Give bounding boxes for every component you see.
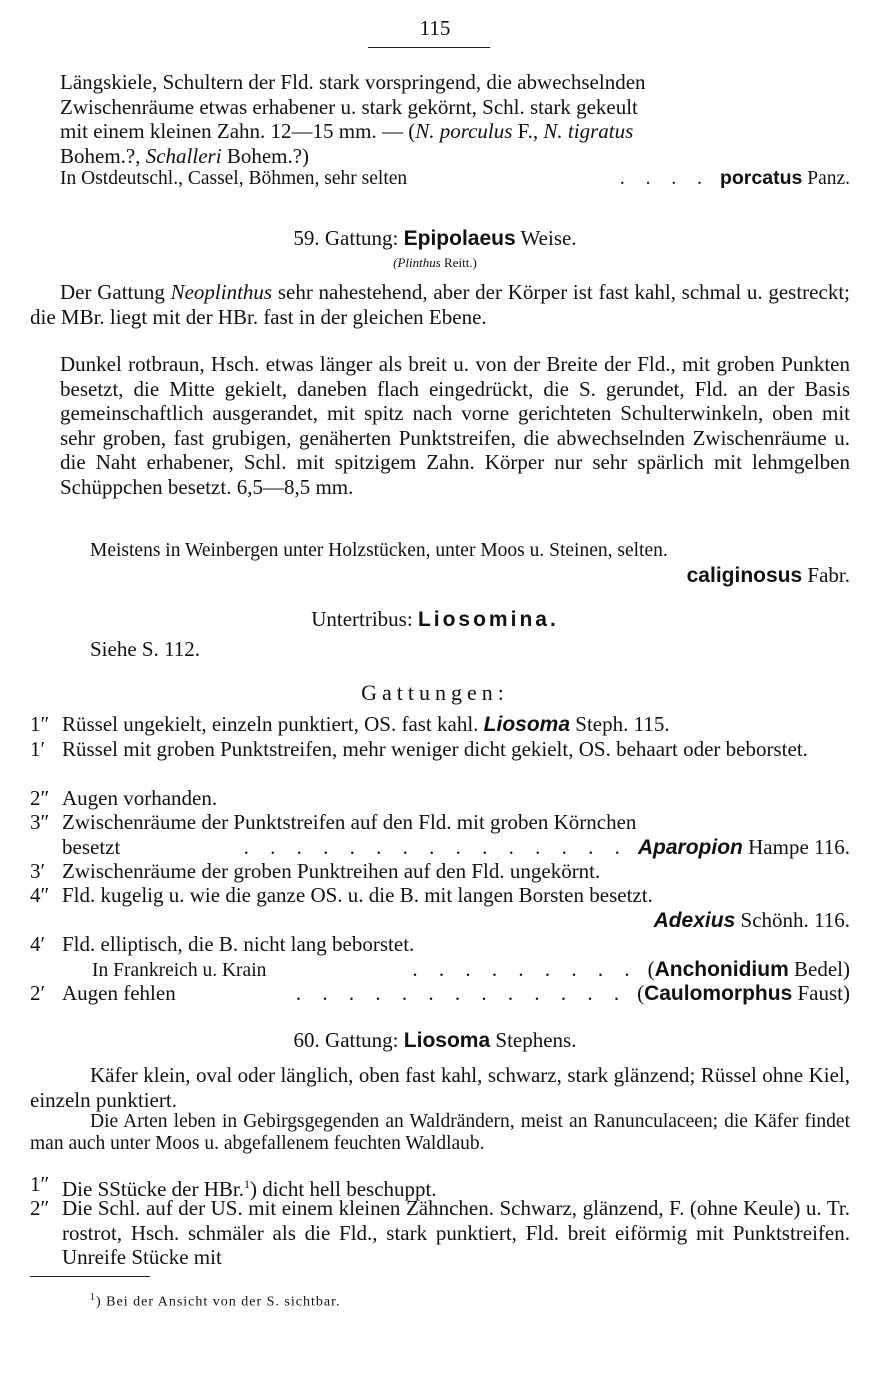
key-entry-1a: 1″ Rüssel ungekielt, einzeln punktiert, OS. fast kahl. Liosoma Steph. 115.	[30, 712, 670, 736]
header-rule	[368, 47, 490, 48]
genus-59-heading: 59. Gattung: Epipolaeus Weise.	[293, 226, 577, 250]
intro-line-3: mit einem kleinen Zahn. 12—15 mm. — (N. porculus F., N. tigratus	[60, 119, 634, 144]
intro-line-1: Längskiele, Schultern der Fld. stark vorspringend, die abwechselnden	[60, 70, 646, 94]
genus-60-key-2: 2″ Die Schl. auf der US. mit einem kleinen Zähnchen. Schwarz, glänzend, F. (ohne Keule) u. Tr. rostrot, Hsch. schmäler als die Fld., stark punktiert, Fld. breit eiförmig mit Punktstreifen. Unreife Stücke mit	[30, 1196, 850, 1270]
genus-60-heading: 60. Gattung: Liosoma Stephens.	[293, 1028, 577, 1052]
key-entry-4b: 4′ Fld. elliptisch, die B. nicht lang beborstet. In Frankreich u. Krain . . . . . . . . . (Anchonidium Bedel)	[30, 932, 850, 981]
genus-aparopion: Aparopion	[637, 835, 743, 859]
genus-name-liosoma: Liosoma	[403, 1029, 491, 1052]
caliginosus-description: Dunkel rotbraun, Hsch. etwas länger als breit u. von der Breite der Fld., mit groben Punkten besetzt, die Mitte gekielt, daneben flach eingedrückt, die S. gerundet, Fld. an der Basis gemeinschaftlich ausgerandet, mit spitz nach vorne gerichteten Schulterwinkeln, oben mit sehr groben, fast grubigen, genäherten Punktstreifen, die abwechselnden Zwischenräume u. die Naht erhabener, Schl. mit spitzigem Zahn. Körper nur sehr spärlich mit lehmgelben Schüppchen besetzt. 6,5—8,5 mm.	[60, 352, 850, 499]
genus-caulomorphus: Caulomorphus	[644, 982, 793, 1005]
synonym-porculus: N. porculus	[415, 119, 513, 144]
synonym-tigratus: N. tigratus	[543, 119, 634, 144]
genus-ref-neoplinthus: Neoplinthus	[170, 280, 273, 304]
subtribe-heading: Untertribus: Liosomina.	[311, 607, 559, 631]
key-entry-1b: 1′ Rüssel mit groben Punktstreifen, mehr weniger dicht gekielt, OS. behaart oder beborstet.	[30, 737, 808, 761]
species-caliginosus: caliginosus	[686, 564, 803, 587]
footnote: $^1$) Bei der Ansicht von der S. sichtbar.	[90, 1292, 341, 1310]
genus-60-habitat: Die Arten leben in Gebirgsgegenden an Waldrändern, meist an Ranunculaceen; die Käfer findet man auch unter Moos u. abgefallenem feuchten Waldlaub.	[30, 1111, 850, 1154]
genus-liosoma: Liosoma	[483, 713, 571, 736]
intro-paragraph	[60, 70, 850, 189]
species-porcatus: porcatus	[719, 167, 803, 190]
genus-name-epipolaeus: Epipolaeus	[403, 227, 516, 250]
synonym-schalleri: Schalleri	[145, 143, 222, 168]
caliginosus-habitat: Meistens in Weinbergen unter Holzstücken, unter Moos u. Steinen, selten.	[90, 540, 668, 561]
key-entry-3a: 3″ Zwischenräume der Punktstreifen auf den Fld. mit groben Körnchen besetzt . . . . . . . . . . . . . . . Aparopion Hampe 116.	[30, 810, 850, 859]
caliginosus-name-line: caliginosus Fabr.	[686, 563, 850, 587]
genus-60-description: Käfer klein, oval oder länglich, oben fast kahl, schwarz, stark glänzend; Rüssel ohne Kiel, einzeln punktiert.	[30, 1063, 850, 1112]
intro-line-2: Zwischenräume etwas erhabener u. stark gekörnt, Schl. stark gekeult	[60, 94, 638, 119]
page-number: 115	[419, 16, 451, 40]
genus-anchonidium: Anchonidium	[654, 957, 789, 981]
genera-heading: Gattungen:	[361, 680, 509, 705]
key-entry-3b: 3′ Zwischenräume der groben Punktreihen auf den Fld. ungekörnt.	[30, 859, 601, 883]
intro-line-4: Bohem.?, Schalleri Bohem.?)	[60, 143, 310, 168]
genus-59-description: Der Gattung Neoplinthus sehr nahestehend, aber der Körper ist fast kahl, schmal u. gestreckt; die MBr. liegt mit der HBr. fast in der gleichen Ebene.	[30, 280, 850, 329]
key-entry-4a: 4″ Fld. kugelig u. wie die ganze OS. u. die B. mit langen Borsten besetzt. Adexius Schönh. 116.	[30, 883, 850, 932]
genus-60-key-1: 1″ Die SStücke der HBr.$^1$) dicht hell beschuppt.	[30, 1172, 437, 1201]
distribution-line: In Ostdeutschl., Cassel, Böhmen, sehr selten . . . . porcatus Panz.	[60, 167, 850, 190]
key-entry-2a: 2″ Augen vorhanden.	[30, 786, 218, 810]
subtribe-name: Liosomina.	[417, 608, 559, 631]
key-entry-2b: 2′ Augen fehlen . . . . . . . . . . . . . (Caulomorphus Faust)	[30, 981, 850, 1005]
footnote-rule	[30, 1276, 150, 1277]
genus-59-synonym: (Plinthus Reitt.)	[393, 255, 477, 270]
genus-adexius: Adexius	[653, 908, 736, 932]
see-reference: Siehe S. 112.	[90, 637, 201, 661]
